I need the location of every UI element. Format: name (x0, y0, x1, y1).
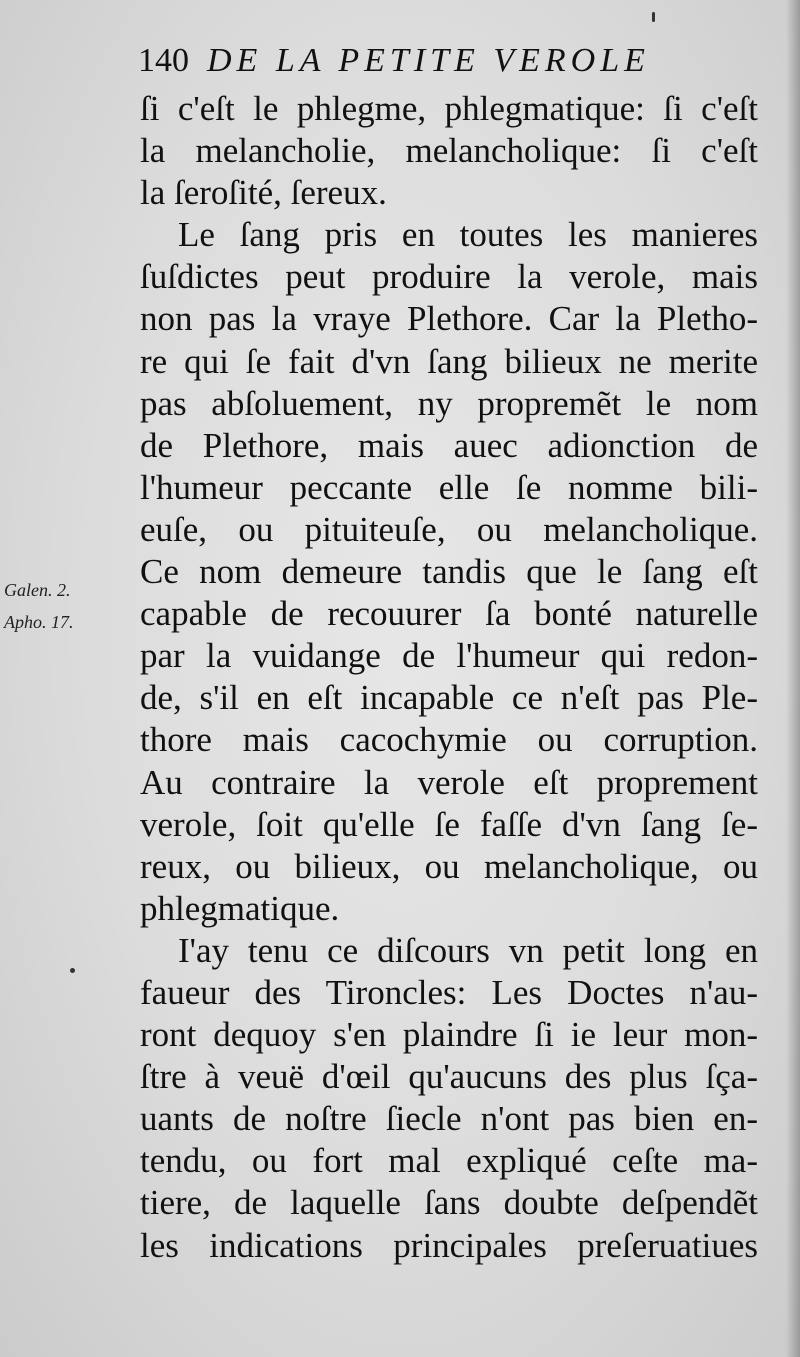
text-line: Ce nom demeure tandis que le ſang eſt (140, 552, 758, 592)
text-line: non pas la vraye Plethore. Car la Pletho- (140, 299, 758, 339)
margin-note-apho: Apho. 17. (4, 612, 74, 632)
text-line: ſtre à veuë d'œil qu'aucuns des plus ſça- (140, 1057, 758, 1097)
text-line: uants de noſtre ſiecle n'ont pas bien en- (140, 1099, 758, 1139)
body-text (140, 88, 758, 1267)
paper-speck (652, 12, 655, 22)
running-title: DE LA PETITE VEROLE (207, 42, 650, 79)
text-line: thore mais cacochymie ou corruption. (140, 720, 758, 760)
text-line: phlegmatique. (140, 888, 340, 928)
text-line: tendu, ou fort mal expliqué ceſte ma- (140, 1141, 758, 1181)
text-line: Au contraire la verole eſt proprement (140, 762, 758, 802)
paper-speck (70, 968, 75, 973)
text-line: verole, ſoit qu'elle ſe faſſe d'vn ſang ſe- (140, 804, 758, 844)
text-line: capable de recouurer ſa bonté naturelle (140, 594, 758, 634)
text-line: par la vuidange de l'humeur qui redon- (140, 636, 758, 676)
text-line: de Plethore, mais auec adionction de (140, 425, 758, 465)
text-line: la ſeroſité, ſereux. (140, 173, 387, 213)
text-line: ſi c'eſt le phlegme, phlegmatique: ſi c'eſt (140, 89, 758, 128)
text-line: euſe, ou pituiteuſe, ou melancholique. (140, 509, 758, 549)
text-line: l'humeur peccante elle ſe nomme bili- (140, 467, 758, 507)
margin-note-galen: Galen. 2. (4, 580, 71, 600)
paragraph-first-line: I'ay tenu ce diſcours vn petit long en (178, 930, 758, 970)
text-line: faueur des Tironcles: Les Doctes n'au- (140, 972, 758, 1012)
page-number: 140 (138, 42, 189, 79)
text-line: la melancholie, melancholique: ſi c'eſt (140, 131, 758, 171)
text-line: pas abſoluement, ny propremẽt le nom (140, 383, 758, 423)
paragraph-first-line: Le ſang pris en toutes les manieres (178, 215, 758, 255)
text-line: reux, ou bilieux, ou melancholique, ou (140, 846, 758, 886)
running-head (138, 42, 698, 90)
text-line: ſuſdictes peut produire la verole, mais (140, 257, 758, 297)
text-line: les indications principales preſeruatiues (140, 1225, 758, 1265)
text-line: de, s'il en eſt incapable ce n'eſt pas Ple- (140, 678, 758, 718)
text-line: ront dequoy s'en plaindre ſi ie leur mon- (140, 1015, 758, 1055)
text-line: tiere, de laquelle ſans doubte deſpendẽt (140, 1183, 758, 1223)
page-edge-shadow (786, 0, 800, 1357)
text-line: re qui ſe fait d'vn ſang bilieux ne merite (140, 341, 758, 381)
